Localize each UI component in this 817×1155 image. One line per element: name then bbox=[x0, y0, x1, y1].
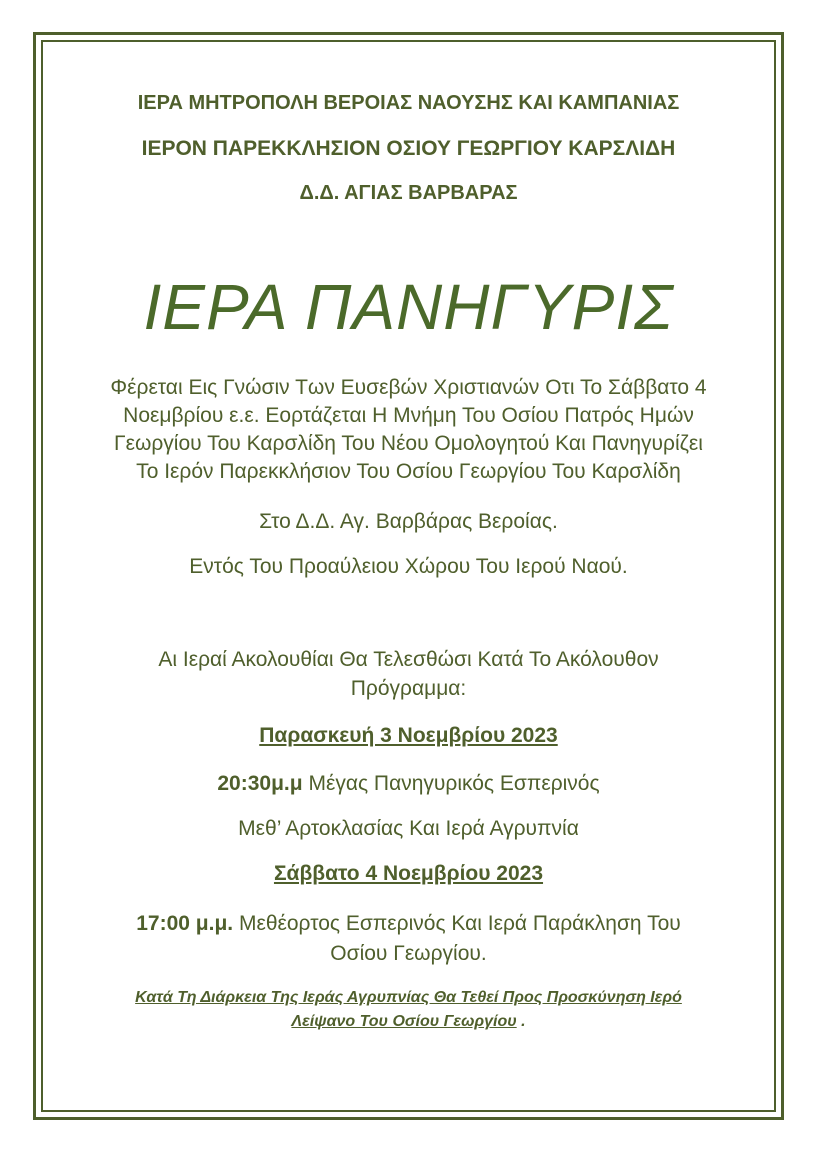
announcement-line-3: Γεωργίου Του Καρσλίδη Του Νέου Ομολογητού Και Πανηγυρίζει bbox=[114, 432, 703, 455]
relic-note-line-2: Λείψανο Του Οσίου Γεωργίου bbox=[291, 1013, 517, 1030]
announcement-line-2: Νοεμβρίου ε.ε. Εορτάζεται Η Μνήμη Του Οσίου Πατρός Ημών bbox=[123, 404, 694, 427]
relic-note-line-1: Κατά Τη Διάρκεια Της Ιεράς Αγρυπνίας Θα Τεθεί Προς Προσκύνηση Ιερό bbox=[135, 989, 682, 1006]
program-intro-line-2: Πρόγραμμα: bbox=[350, 677, 467, 700]
day2-service-line bbox=[60, 910, 757, 938]
header-village: Δ.Δ. ΑΓΙΑΣ ΒΑΡΒΑΡΑΣ bbox=[299, 182, 518, 204]
page-title: ΙΕΡΑ ΠΑΝΗΓΥΡΙΣ bbox=[143, 271, 674, 343]
day1-service: Μέγας Πανηγυρικός Εσπερινός bbox=[302, 772, 600, 795]
day2-date: Σάββατο 4 Νοεμβρίου 2023 bbox=[273, 862, 544, 885]
relic-note-line-2-tail: . bbox=[516, 1013, 526, 1030]
location-line-1: Στο Δ.Δ. Αγ. Βαρβάρας Βεροίας. bbox=[259, 510, 558, 533]
header-chapel: ΙΕΡΟΝ ΠΑΡΕΚΚΛΗΣΙΟΝ ΟΣΙΟΥ ΓΕΩΡΓΙΟΥ ΚΑΡΣΛΙΔΗ bbox=[141, 137, 676, 160]
announcement-line-4: Το Ιερόν Παρεκκλήσιον Του Οσίου Γεωργίου Του Καρσλίδη bbox=[136, 460, 681, 483]
day1-time: 20:30μ.μ bbox=[217, 772, 303, 795]
day1-date: Παρασκευή 3 Νοεμβρίου 2023 bbox=[259, 724, 558, 747]
location-line-2: Εντός Του Προαύλειου Χώρου Του Ιερού Ναού. bbox=[189, 555, 628, 578]
day2-service-line-2: Οσίου Γεωργίου. bbox=[330, 942, 487, 965]
day2-time: 17:00 μ.μ. bbox=[136, 912, 234, 935]
program-intro-line-1: Αι Ιεραί Ακολουθίαι Θα Τελεσθώσι Κατά Το Ακόλουθον bbox=[158, 648, 659, 671]
relic-note-line-2-wrap bbox=[60, 1013, 757, 1031]
header-metropolis: ΙΕΡΑ ΜΗΤΡΟΠΟΛΗ ΒΕΡΟΙΑΣ ΝΑΟΥΣΗΣ ΚΑΙ ΚΑΜΠΑΝΙΑΣ bbox=[137, 92, 680, 114]
day1-service-line-2: Μεθ’ Αρτοκλασίας Και Ιερά Αγρυπνία bbox=[238, 817, 579, 840]
day1-service-line bbox=[60, 770, 757, 798]
day2-service: Μεθέορτος Εσπερινός Και Ιερά Παράκληση Του bbox=[233, 912, 681, 935]
announcement-line-1: Φέρεται Εις Γνώσιν Των Ευσεβών Χριστιανών Οτι Το Σάββατο 4 bbox=[110, 376, 707, 399]
